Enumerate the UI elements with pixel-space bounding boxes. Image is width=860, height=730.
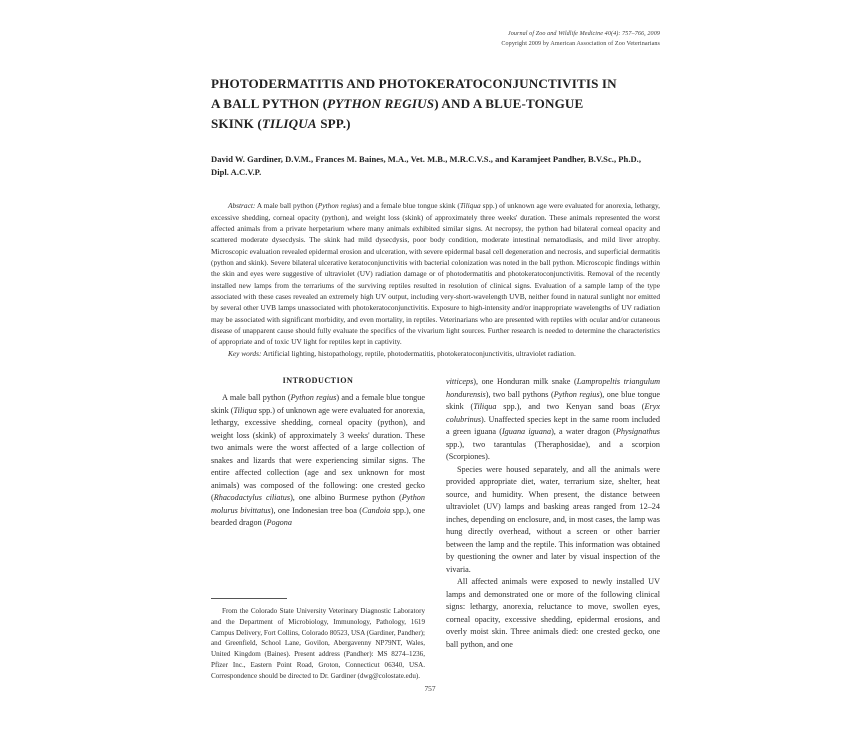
intro-text-b: ) and a female blue tongue skink ( [211, 393, 425, 415]
column-right [446, 376, 660, 676]
article-title-line-1: PHOTODERMATITIS AND PHOTOKERATOCONJUNCTIVITIS IN [211, 75, 617, 91]
author-list: David W. Gardiner, D.V.M., Frances M. Baines, M.A., Vet. M.B., M.R.C.V.S., and Karamjeet Pandher, B.V.Sc., Ph.D., Dipl. A.C.V.P. [211, 154, 642, 178]
intro-species-pogona: Pogona [266, 518, 292, 527]
intro-text-e: ), one Indonesian tree boa ( [270, 505, 362, 515]
running-head [211, 30, 660, 50]
introduction-paragraph-1-right [446, 376, 660, 464]
introduction-paragraph-2: Species were housed separately, and all the animals were provided appropriate diet, water, terrarium size, shelter, heat source, and humidity. When present, the distance between ultraviolet (UV) lamps and basking areas ranged from 12–24 inches, depending on enclosure, and, in most cases, the lamp was hung directly overhead, without a screen or other barrier between the lamp and the reptile. This information was obtained by questioning the owner and later by visual inspection of the vivaria. [446, 464, 660, 574]
intro-text-n: ), a water dragon ( [551, 427, 616, 436]
page-folio: 757 [424, 684, 436, 693]
intro-text-k: ), one blue tongue skink ( [446, 389, 660, 411]
intro-species-eryx: Eryx colubrinus [446, 402, 660, 424]
intro-species-python-molurus: Python molurus bivittatus [211, 493, 425, 515]
intro-text-m: ). Unaffected species kept in the same room included a green iguana ( [446, 414, 660, 436]
article-title-line-2-suffix: ) AND A BLUE-TONGUE [434, 95, 584, 111]
intro-species-tiliqua-2: Tiliqua [473, 402, 497, 411]
abstract-label: Abstract: [228, 201, 256, 211]
intro-text-h: ), one Honduran milk snake ( [473, 377, 577, 386]
page-content-block [211, 30, 660, 359]
abstract-paragraph [211, 200, 660, 347]
footnote-text: From the Colorado State University Veterinary Diagnostic Laboratory and the Department of Microbiology, Immunology, Pathology, 1619 Campus Delivery, Fort Collins, Colorado 80523, USA (Gardiner, Pandher); and Greenfield, School Lane, Govilon, Abergavenny NP79NT, Wales, United Kingdom (Baines). Present address (Pandher): MS 8274–1236, Pfizer Inc., Eastern Point Road, Groton, Connecticut 06340, USA. Correspondence should be directed to Dr. Gardiner (dwg@colostate.edu). [211, 607, 426, 680]
keywords-text: Artificial lighting, histopathology, reptile, photodermatitis, photokeratoconjunctivitis, ultraviolet radiation. [261, 348, 576, 358]
intro-species-tiliqua-1: Tiliqua [233, 405, 257, 415]
intro-species-pogona-vitticeps: vitticeps [446, 377, 474, 386]
intro-species-rhacodactylus: Rhacodactylus ciliatus [213, 493, 291, 502]
introduction-paragraph-3: All affected animals were exposed to newly installed UV lamps and demonstrated one or more of the following clinical signs: lethargy, anorexia, reluctance to move, swollen eyes, corneal opacity, excessive shedding, epidermal erosions, and overly moist skin. Three animals died: one crested gecko, one ball python, and one [446, 577, 660, 649]
intro-text-f: spp.), one bearded dragon ( [211, 505, 426, 527]
intro-text-l: spp.), and two Kenyan sand boas ( [496, 402, 645, 411]
section-heading-introduction: INTRODUCTION [282, 376, 354, 385]
running-head-copyright-line: Copyright 2009 by American Association of Zoo Veterinarians [501, 40, 660, 47]
intro-species-physignathus: Physignathus [615, 427, 660, 436]
article-title-line-2-prefix: A BALL PYTHON ( [211, 95, 328, 111]
footnote-rule [211, 598, 287, 599]
article-title-line-3-prefix: SKINK ( [211, 115, 262, 131]
article-title [211, 74, 660, 134]
intro-species-candoia: Candoia [362, 505, 391, 515]
abstract-text-1: A male ball python ( [255, 201, 318, 211]
article-title-species-python: PYTHON REGIUS [327, 95, 435, 111]
abstract-species-skink: Tiliqua [459, 201, 481, 211]
intro-species-iguana: Iguana iguana [501, 427, 552, 436]
abstract-text-3: spp.) of unknown age were evaluated for anorexia, lethargy, excessive shedding, corneal opacity (python), and weight loss (skink) of approximately three weeks' duration. These animals represented the worst affected animals from a private herpetarium where many animals exhibited similar signs. At necropsy, the python had bilateral corneal opacity and scattered moderate dysecdysis. The skink had mild dysecdysis, poor body condition, moderate intestinal nematodiasis, and mild liver atrophy. Microscopic evaluation revealed epidermal erosion and ulceration, with severe epidermal basal cell degeneration and necrosis, and superficial dermatitis (python and skink). Severe bilateral ulcerative keratoconjunctivitis with bacterial colonization was noted in the ball python. Microscopic findings within the skin and eyes were suggestive of ultraviolet (UV) radiation damage or of photodermatitis and photokeratoconjunctivitis. Removal of the recently installed new lamps from the terrariums of the surviving reptiles resulted in resolution of clinical signs. Evaluation of a sample lamp of the type associated with these cases revealed an extremely high UV output, including very-short-wavelength UVB, neither found in natural sunlight nor emitted by several other UVB lamps unassociated with photokeratoconjunctivitis. Exposure to high-intensity and/or inappropriate wavelengths of UV radiation may be associated with significant morbidity, and even mortality, in reptiles. Veterinarians who are presented with reptiles with ocular and/or cutaneous disease of unapparent cause should fully evaluate the specifics of the vivarium light sources. Further research is needed to determine the characteristics of appropriate and of toxic UV light for reptiles kept in captivity. [211, 201, 660, 347]
abstract-text-2: ) and a female blue tongue skink ( [358, 201, 460, 211]
article-title-line-3-suffix: SPP.) [316, 115, 351, 131]
column-left [211, 376, 426, 680]
introduction-paragraph-1-left [211, 392, 425, 530]
intro-text-d: ), one albino Burmese python ( [290, 493, 402, 502]
intro-species-lampropeltis: Lampropeltis triangulum hondurensis [446, 377, 661, 399]
article-title-species-skink: TILIQUA [261, 115, 317, 131]
abstract-species-python: Python regius [317, 201, 359, 211]
intro-text-j: ), two ball pythons ( [485, 389, 554, 399]
intro-text-a: A male ball python ( [222, 393, 291, 402]
two-column-body [211, 376, 661, 680]
footnote-block [211, 598, 425, 681]
keywords-paragraph [211, 348, 660, 359]
intro-species-python-regius-1: Python regius [290, 393, 337, 402]
keywords-label: Key words: [228, 348, 262, 358]
intro-text-o: spp.), two tarantulas (Theraphosidae), and a scorpion (Scorpiones). [446, 439, 660, 461]
running-head-journal-line: Journal of Zoo and Wildlife Medicine 40(4): 757–766, 2009 [507, 31, 660, 37]
intro-species-python-regius-2: Python regius [553, 389, 600, 399]
intro-text-c: spp.) of unknown age were evaluated for anorexia, lethargy, excessive shedding, corneal opacity (python), and weight loss (skink) of approximately 3 weeks' duration. These two animals were the worst affected of a large collection of snakes and lizards that were experiencing similar signs. The entire affected collection (age and sex unknown for most animals) was composed of the following: one crested gecko ( [211, 405, 426, 502]
